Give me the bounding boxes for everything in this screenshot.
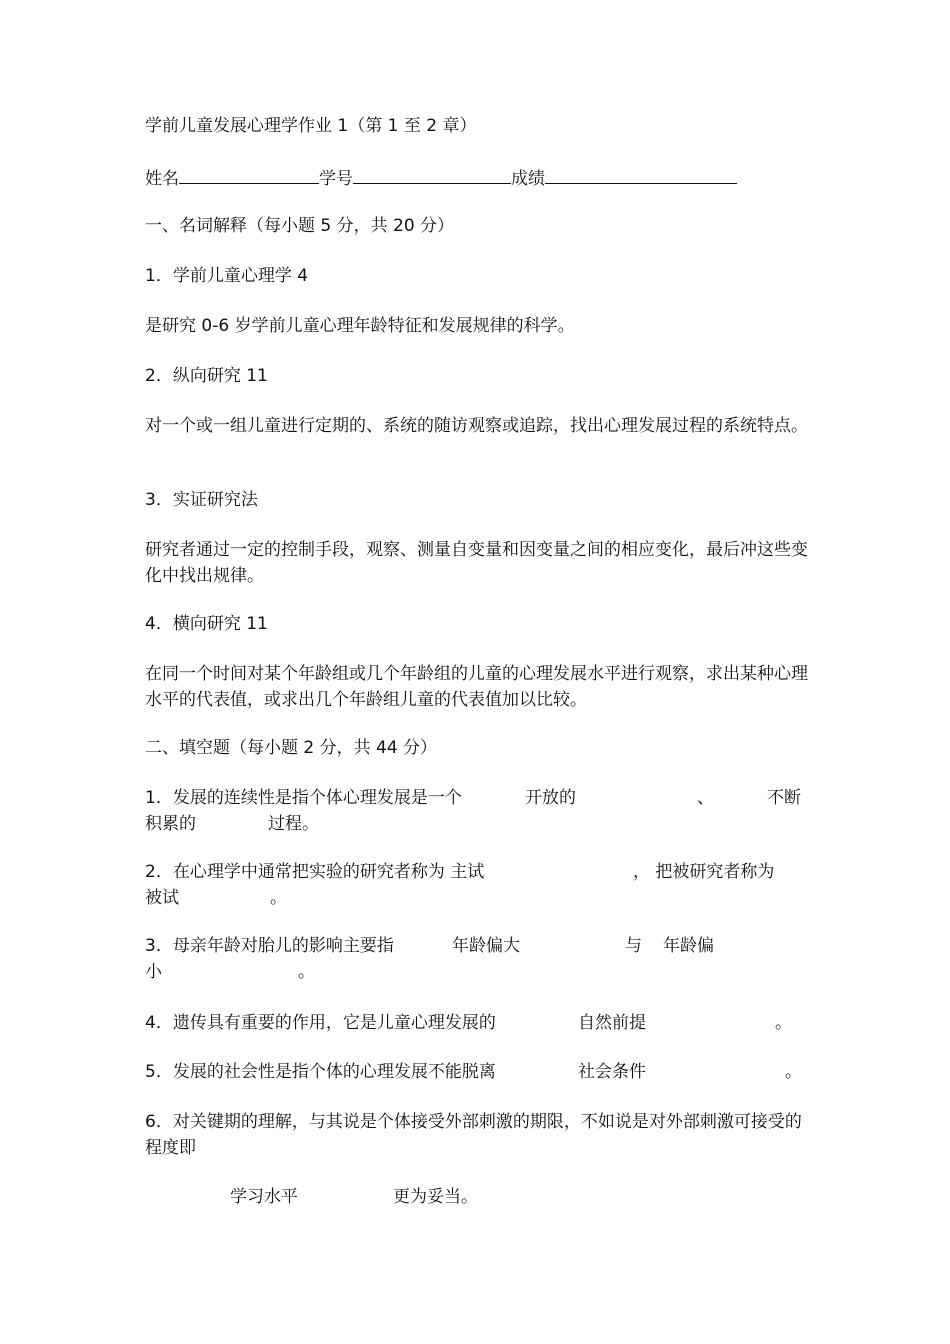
document-title: 学前儿童发展心理学作业 1（第 1 至 2 章） — [145, 116, 477, 136]
q2-text-a: 2．在心理学中通常把实验的研究者称为 主试 — [145, 862, 485, 882]
q6-text-a: 6．对关键期的理解，与其说是个体接受外部刺激的期限，不如说是对外部刺激可接受的程度即 — [145, 1112, 802, 1158]
q6-answer: 学习水平 — [230, 1187, 298, 1207]
definition-1: 是研究 0-6 岁学前儿童心理年龄特征和发展规律的科学。 — [145, 316, 575, 336]
q5-answer: 社会条件 — [578, 1062, 646, 1082]
q1-answer-2a: 不断 — [767, 788, 801, 808]
q6-text-c: 更为妥当。 — [393, 1187, 478, 1207]
q1-answer-1: 开放的 — [525, 788, 576, 808]
q3-answer-2b: 小 — [145, 962, 162, 982]
q4-answer: 自然前提 — [578, 1013, 646, 1033]
q5-text-a: 5．发展的社会性是指个体的心理发展不能脱离 — [145, 1062, 496, 1082]
q2-text-d: 。 — [270, 888, 287, 908]
q1-text-a: 1．发展的连续性是指个体心理发展是一个 — [145, 788, 462, 808]
score-label: 成绩 — [511, 169, 545, 189]
name-label: 姓名 — [145, 169, 179, 189]
id-blank — [353, 165, 511, 184]
q5-text-c: 。 — [785, 1062, 802, 1082]
section2-heading: 二、填空题（每小题 2 分，共 44 分） — [145, 738, 438, 758]
id-label: 学号 — [319, 169, 353, 189]
q4-text-a: 4．遗传具有重要的作用，它是儿童心理发展的 — [145, 1013, 496, 1033]
q2-answer-2: 被试 — [145, 888, 179, 908]
q3-text-f: 。 — [298, 962, 315, 982]
term-1: 1．学前儿童心理学 4 — [145, 266, 309, 286]
term-3: 3．实证研究法 — [145, 490, 258, 510]
q1-text-f: 过程。 — [268, 814, 319, 834]
q3-answer-1: 年龄偏大 — [452, 936, 520, 956]
name-blank — [179, 165, 319, 184]
q3-text-a: 3．母亲年龄对胎儿的影响主要指 — [145, 936, 394, 956]
q3-answer-2a: 年龄偏 — [663, 936, 714, 956]
q1-text-c: 、 — [697, 788, 714, 808]
definition-3: 研究者通过一定的控制手段，观察、测量自变量和因变量之间的相应变化，最后冲这些变化中找出规律。 — [145, 540, 808, 586]
term-2: 2．纵向研究 11 — [145, 366, 268, 386]
student-info-line — [145, 165, 737, 191]
q4-text-c: 。 — [775, 1013, 792, 1033]
section1-heading: 一、名词解释（每小题 5 分，共 20 分） — [145, 216, 455, 236]
term-4: 4．横向研究 11 — [145, 614, 268, 634]
definition-2: 对一个或一组儿童进行定期的、系统的随访观察或追踪，找出心理发展过程的系统特点。 — [145, 416, 808, 436]
q1-answer-2b: 积累的 — [145, 814, 196, 834]
q2-text-b: ， 把被研究者称为 — [633, 862, 775, 882]
score-blank — [545, 165, 737, 184]
definition-4: 在同一个时间对某个年龄组或几个年龄组的儿童的心理发展水平进行观察，求出某种心理水平的代表值，或求出几个年龄组儿童的代表值加以比较。 — [145, 664, 808, 710]
q3-text-c: 与 — [625, 936, 642, 956]
